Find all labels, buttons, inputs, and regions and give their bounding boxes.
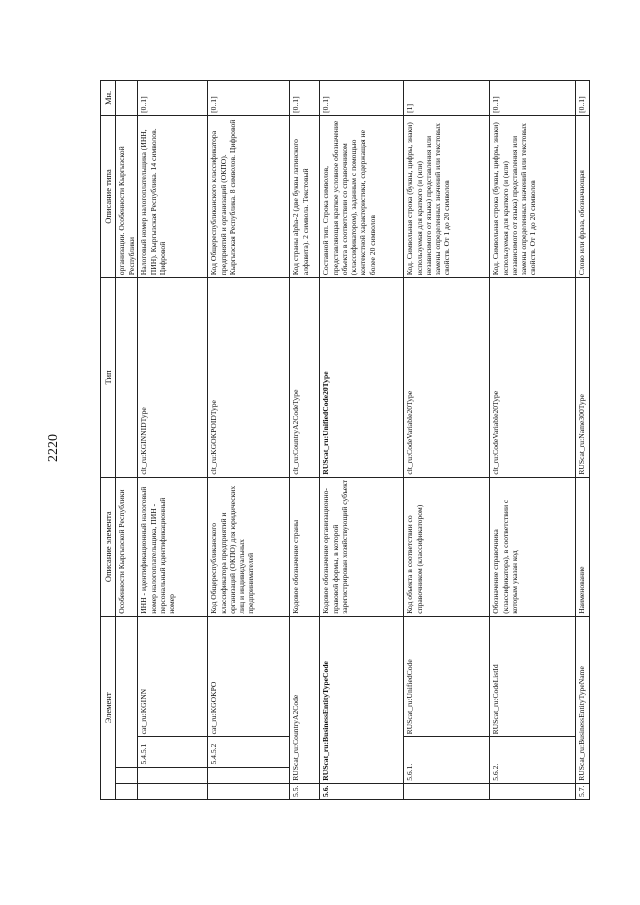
type-desc: Слово или фраза, обозначающая <box>576 115 590 277</box>
element-name: cat_ru:KGOKPO <box>208 616 290 737</box>
multiplicity: [0..1] <box>290 81 320 116</box>
element-desc: Кодовое обозначение страны <box>290 477 320 616</box>
row-number: 5.6.2. <box>490 737 576 783</box>
element-name: cat_ru:KGINN <box>138 616 208 737</box>
table-row <box>576 81 590 800</box>
multiplicity: [0..1] <box>208 81 290 116</box>
header-row <box>101 81 116 800</box>
element-desc: Кодовое обозначение организационно-правовой формы, в которой зарегистрирован хозяйствующий субъект <box>320 477 404 616</box>
type-name: clt_ru:CodeVariable20Type <box>490 278 576 477</box>
multiplicity: [1] <box>404 81 490 116</box>
table-row <box>320 81 404 800</box>
element-name: RUScat_ru:BusinessEntityTypeCode <box>320 616 404 783</box>
multiplicity: [0..1] <box>490 81 576 116</box>
element-desc: Особенности Кыргызской Республики <box>116 477 138 616</box>
header-type: Тип <box>101 278 116 477</box>
row-number: 5.6.1. <box>404 737 490 783</box>
type-desc: организации. Особенности Кыргызской Республики <box>116 115 138 277</box>
element-name: RUScat_ru:BusinessEntityTypeName <box>576 616 590 783</box>
type-desc: Налоговый номер налогоплательщика (ИНН, ПИН). Кыргызская Республика. 14 символов. Цифровой <box>138 115 208 277</box>
type-desc: Код Общереспубликанского классификатора предприятий и организаций (ОКПО). Кыргызская Республика. 8 символов. Цифровой <box>208 115 290 277</box>
table-row <box>116 81 138 800</box>
table-row <box>290 81 320 800</box>
type-desc: Код страны alpha-2 (две буквы латинского алфавита). 2 символа. Текстовый <box>290 115 320 277</box>
table-row <box>490 81 576 800</box>
element-desc: ИНН - идентификационный налоговый номер налогоплательщика, ПИН - персональный идентификационный номер <box>138 477 208 616</box>
element-desc: Код объекта в соответствии со справочником (классификатором) <box>404 477 490 616</box>
table-row <box>138 81 208 800</box>
type-desc: Код. Символьная строка (буквы, цифры, знаки) используемая для краткого (и (или) независимого от языка) представления или замены определенных значений или текстовых свойств. От 1 до 20 символов <box>404 115 490 277</box>
multiplicity: [0..1] <box>138 81 208 116</box>
table-row <box>208 81 290 800</box>
row-number: 5.4.5.1 <box>138 737 208 767</box>
multiplicity: [0..1] <box>576 81 590 116</box>
type-name: clt_ru:CodeVariable20Type <box>404 278 490 477</box>
type-name: clt_ru:KGOKPOIDType <box>208 278 290 477</box>
type-name: clt_ru:KGINNIDType <box>138 278 208 477</box>
row-number: 5.7. <box>576 783 590 799</box>
type-desc: Код. Символьная строка (буквы, цифры, знаки) используемая для краткого (и (или) независимого от языка) представления или замены определенных значений или текстовых свойств. От 1 до 20 символов <box>490 115 576 277</box>
header-element-desc: Описание элемента <box>101 477 116 616</box>
element-name: RUScat_ru:UnifiedCode <box>404 616 490 737</box>
type-desc: Составной тип. Строка символов, представляющая краткое условное обозначение объекта в соответствии со справочником (классификатором), заданным с помощью контекстной характеристики, содержащая не более 20 символов <box>320 115 404 277</box>
row-number: 5.4.5.2 <box>208 737 290 767</box>
element-name: RUScat_ru:CountryA2Code <box>290 616 320 783</box>
row-number: 5.5. <box>290 783 320 799</box>
table-row <box>404 81 490 800</box>
header-type-desc: Описание типа <box>101 115 116 277</box>
page-number: 2220 <box>46 434 61 462</box>
multiplicity: [0..1] <box>320 81 404 116</box>
table-frame <box>100 80 587 800</box>
element-desc: Обозначение справочника (классификатора), в соответствии с которым указан код <box>490 477 576 616</box>
element-desc: Наименование <box>576 477 590 616</box>
rotated-page <box>100 80 587 800</box>
type-name: clt_ru:CountryA2CodeType <box>290 278 320 477</box>
row-number: 5.6. <box>320 783 404 799</box>
header-mn: Мн. <box>101 81 116 116</box>
header-element: Элемент <box>101 616 116 799</box>
type-name: RUScat_ru:Name300Type <box>576 278 590 477</box>
element-desc: Код Общереспубликанского классификатора предприятий и организаций (ОКПО) для юридических лиц и индивидуальных предпринимателей <box>208 477 290 616</box>
spec-table <box>100 80 590 800</box>
element-name: RUScat_ru:CodeListId <box>490 616 576 737</box>
type-name: RUScat_ru:UnifiedCode20Type <box>320 278 404 477</box>
